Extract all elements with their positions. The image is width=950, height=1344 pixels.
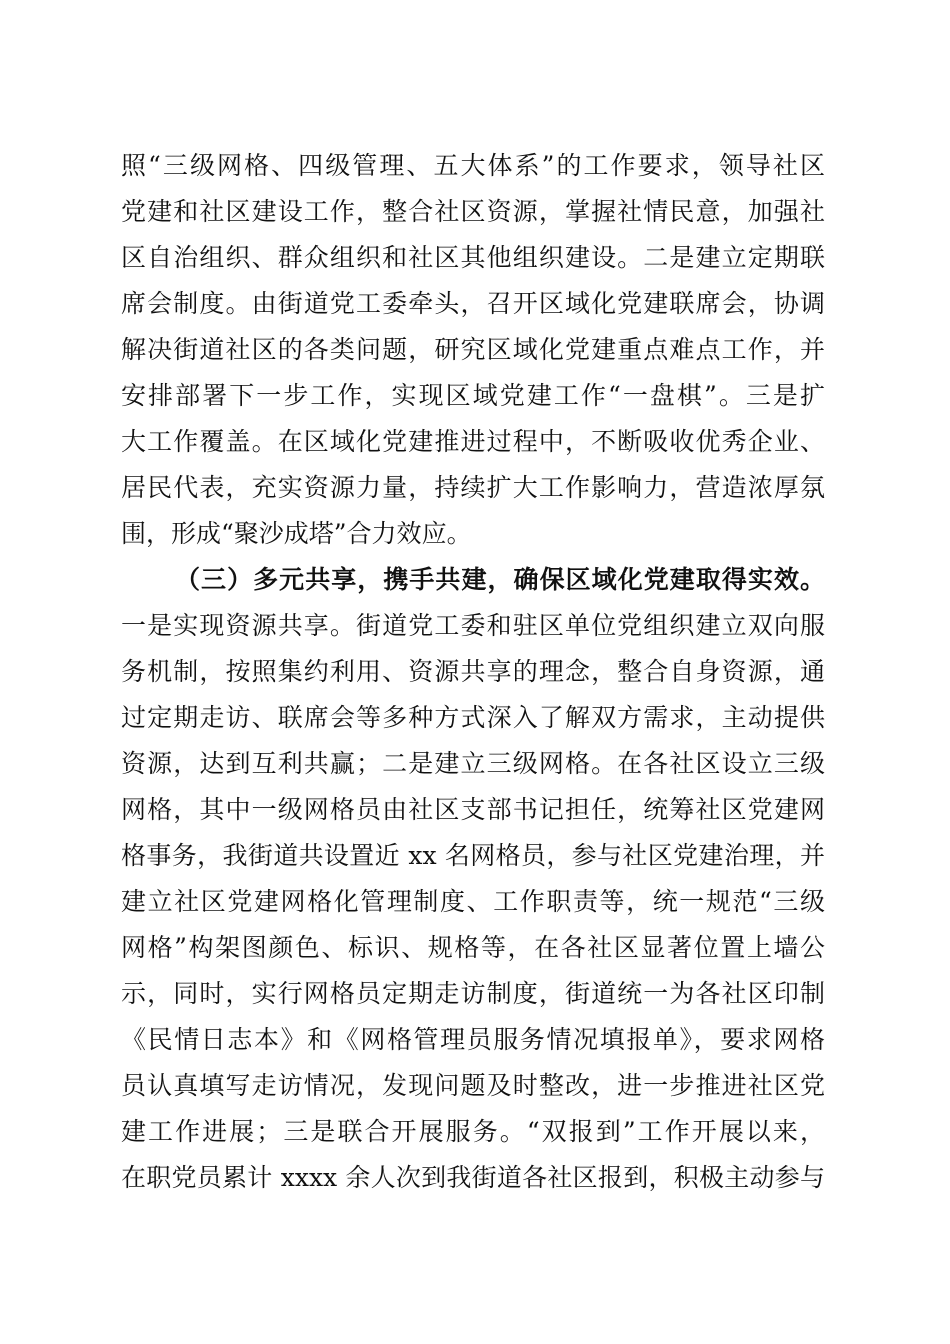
text-line: 一是实现资源共享。街道党工委和驻区单位党组织建立双向服 xyxy=(121,611,825,640)
text-line: 照“三级网格、四级管理、五大体系”的工作要求，领导社区 xyxy=(121,151,825,180)
text-line: 居民代表，充实资源力量，持续扩大工作影响力，营造浓厚氛 xyxy=(121,473,825,502)
text-line: 解决街道社区的各类问题，研究区域化党建重点难点工作，并 xyxy=(121,335,825,364)
text-line: 《民情日志本》和《网格管理员服务情况填报单》，要求网格 xyxy=(121,1025,825,1054)
text-line: 过定期走访、联席会等多种方式深入了解双方需求，主动提供 xyxy=(121,703,825,732)
text-line: 党建和社区建设工作，整合社区资源，掌握社情民意，加强社 xyxy=(121,197,825,226)
text-line: 资源，达到互利共赢；二是建立三级网格。在各社区设立三级 xyxy=(121,749,825,778)
text-line: 建立社区党建网格化管理制度、工作职责等，统一规范“三级 xyxy=(121,887,825,916)
text-line: 网格”构架图颜色、标识、规格等，在各社区显著位置上墙公 xyxy=(121,933,825,962)
text-line: 格事务，我街道共设置近 xx 名网格员，参与社区党建治理，并 xyxy=(121,841,825,870)
text-line: 示，同时，实行网格员定期走访制度，街道统一为各社区印制 xyxy=(121,979,825,1008)
text-line: 务机制，按照集约利用、资源共享的理念，整合自身资源，通 xyxy=(121,657,825,686)
text-line: 区自治组织、群众组织和社区其他组织建设。二是建立定期联 xyxy=(121,243,825,272)
text-line: 网格，其中一级网格员由社区支部书记担任，统筹社区党建网 xyxy=(121,795,825,824)
text-line: 员认真填写走访情况，发现问题及时整改，进一步推进社区党 xyxy=(121,1071,825,1100)
text-line: 在职党员累计 xxxx 余人次到我街道各社区报到，积极主动参与 xyxy=(121,1163,825,1192)
text-line: 安排部署下一步工作，实现区域党建工作“一盘棋”。三是扩 xyxy=(121,381,825,410)
text-line: 大工作覆盖。在区域化党建推进过程中，不断吸收优秀企业、 xyxy=(121,427,825,456)
section-heading: （三）多元共享，携手共建，确保区域化党建取得实效。 xyxy=(175,565,825,594)
text-line: 席会制度。由街道党工委牵头，召开区域化党建联席会，协调 xyxy=(121,289,825,318)
text-line: 围，形成“聚沙成塔”合力效应。 xyxy=(121,519,472,548)
text-line: 建工作进展；三是联合开展服务。“双报到”工作开展以来， xyxy=(121,1117,825,1146)
